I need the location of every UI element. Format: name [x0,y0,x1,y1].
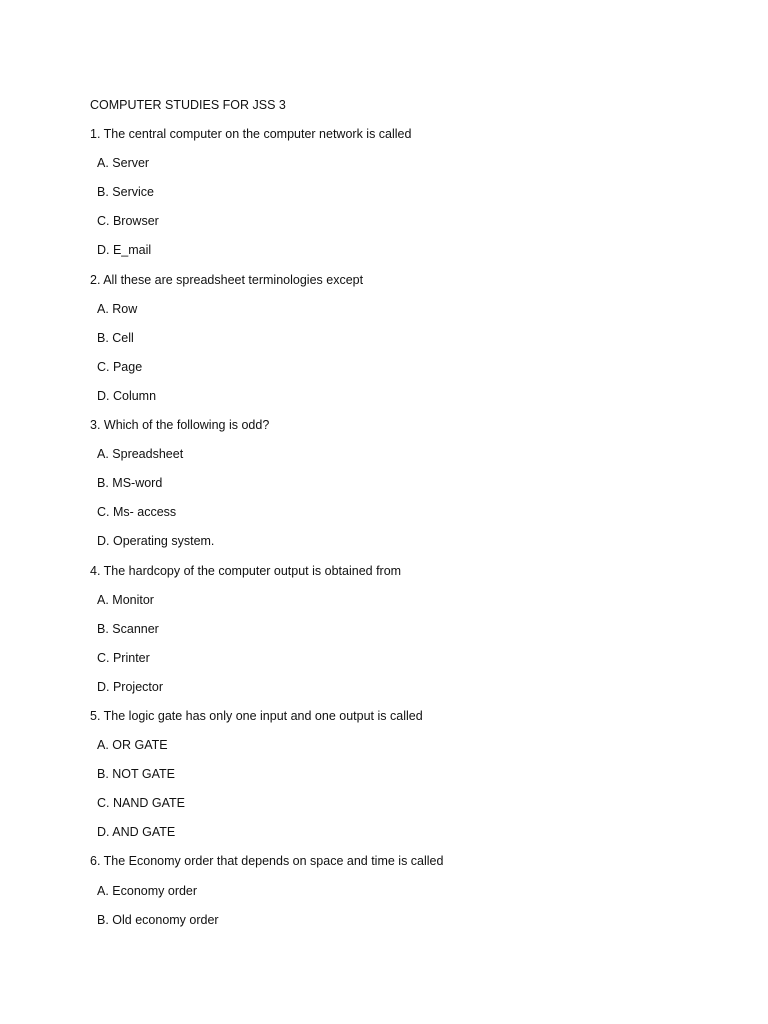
option-d: D. AND GATE [97,825,176,840]
option-b: B. Old economy order [97,912,219,927]
option-d: D. Projector [97,679,163,694]
question-2 [90,266,710,411]
question-text: 5. The logic gate has only one input and one output is called [90,708,423,723]
question-5 [90,702,710,847]
option-c: C. Printer [97,650,150,665]
option-b: B. NOT GATE [97,767,176,782]
option-c: C. NAND GATE [97,796,185,811]
option-b: B. Scanner [97,621,159,636]
option-a: A. Economy order [97,883,198,898]
option-b: B. Cell [97,330,134,345]
option-a: A. Row [97,301,138,316]
option-a: A. Monitor [97,592,154,607]
document-title: COMPUTER STUDIES FOR JSS 3 [90,98,286,112]
option-d: D. Column [97,388,157,403]
question-text: 3. Which of the following is odd? [90,418,270,433]
option-c: C. Ms- access [97,505,177,520]
question-1 [90,120,710,265]
option-a: A. Server [97,156,150,171]
question-4 [90,557,710,702]
option-a: A. Spreadsheet [97,447,184,462]
option-d: D. Operating system. [97,534,215,549]
option-c: C. Browser [97,214,159,229]
question-text: 2. All these are spreadsheet terminologies except [90,272,364,287]
document-page [90,91,710,935]
question-3 [90,411,710,556]
option-c: C. Page [97,359,143,374]
option-a: A. OR GATE [97,738,168,753]
option-b: B. MS-word [97,476,163,491]
question-text: 1. The central computer on the computer network is called [90,127,412,142]
question-text: 6. The Economy order that depends on space and time is called [90,854,444,869]
question-6 [90,847,710,934]
question-text: 4. The hardcopy of the computer output is obtained from [90,563,402,578]
option-b: B. Service [97,185,154,200]
option-d: D. E_mail [97,243,152,258]
